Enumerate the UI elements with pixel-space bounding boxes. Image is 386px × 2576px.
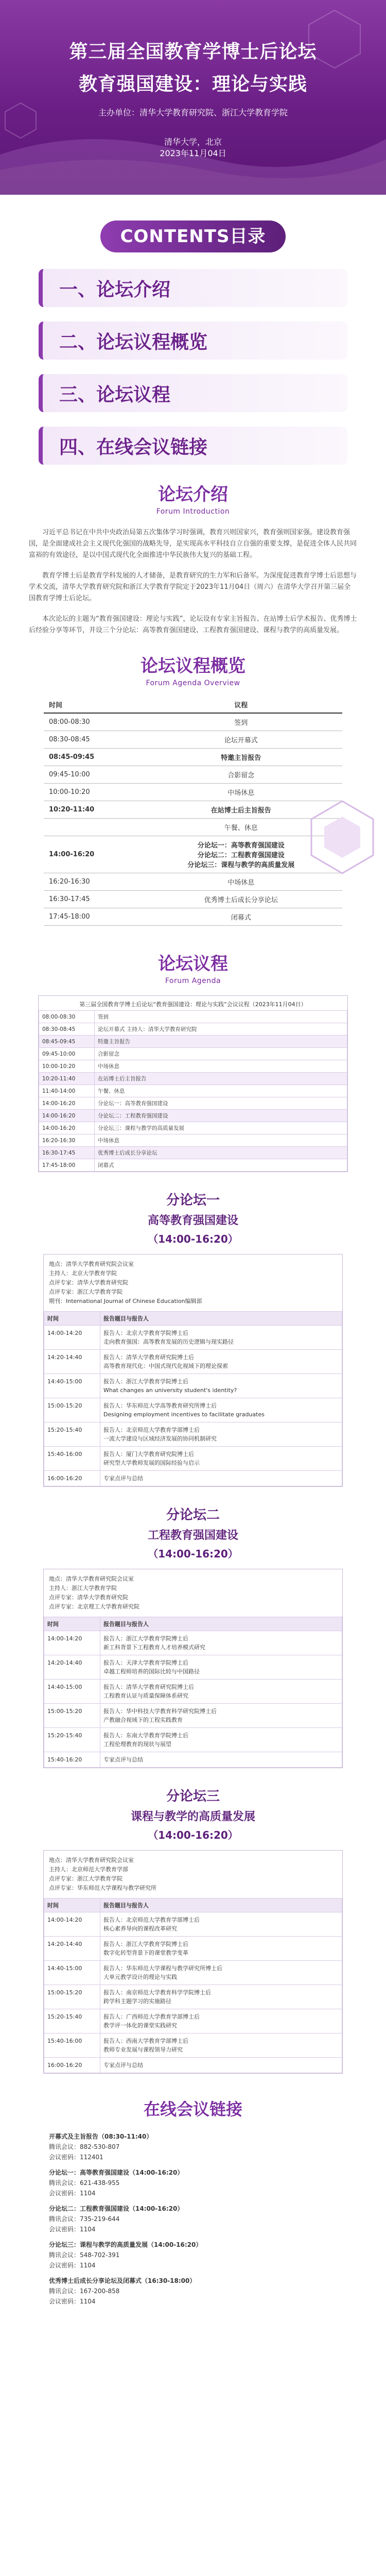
agenda-title-en: Forum Agenda xyxy=(165,977,221,985)
table-row xyxy=(44,1937,342,1961)
table-row xyxy=(44,1447,342,1471)
table-row xyxy=(39,1134,347,1147)
online-line: 会议密码：1104 xyxy=(49,2190,96,2197)
cell-time: 15:00-15:20 xyxy=(44,1985,100,2009)
agenda-heading xyxy=(0,950,386,985)
cell-text: 分论坛三：课程与教学的高质量发展 xyxy=(95,1122,347,1134)
forum3-heading xyxy=(0,1786,386,1842)
info-line: 点评专家：华东师范大学课程与教学研究所 xyxy=(49,1885,156,1891)
cell-report: 报告人：浙江大学教育学院博士后 数字化转型背景下的课堂教学变革 xyxy=(100,1937,342,1961)
table-row xyxy=(44,836,342,873)
table-row xyxy=(39,1073,347,1085)
online-title: 在线会议链接 xyxy=(143,2099,242,2119)
table-row xyxy=(44,1752,342,1768)
forum1-label: 分论坛一 xyxy=(166,1193,220,1208)
table-row xyxy=(44,1350,342,1374)
info-line: 主持人：北京大学教育学院 xyxy=(49,1270,117,1277)
forum2-document xyxy=(43,1569,343,1768)
table-row xyxy=(39,1110,347,1122)
cell-time: 14:00-16:20 xyxy=(39,1122,95,1134)
cell-report: 报告人：浙江大学教育学院博士后 What changes an university student's identity? xyxy=(100,1374,342,1398)
online-line: 腾讯会议：735-219-644 xyxy=(49,2215,120,2223)
cell-time: 15:00-15:20 xyxy=(44,1398,100,1422)
column-header-time: 时间 xyxy=(44,1899,100,1912)
cell-time: 16:00-16:20 xyxy=(44,1471,100,1486)
online-line: 腾讯会议：548-702-391 xyxy=(49,2251,120,2259)
cell-text: 闭幕式 xyxy=(95,1159,347,1172)
table-row xyxy=(44,908,342,926)
cell-agenda: 签到 xyxy=(140,713,342,731)
cell-agenda: 分论坛一：高等教育强国建设 分论坛二：工程教育强国建设 分论坛三：课程与教学的高质量发展 xyxy=(140,836,342,873)
table-row xyxy=(44,1655,342,1680)
table-row xyxy=(44,1961,342,1985)
table-row xyxy=(44,1704,342,1728)
cell-time: 14:00-14:20 xyxy=(44,1326,100,1350)
table-row xyxy=(44,713,342,731)
cell-report: 报告人：华东师范大学课程与教学研究所博士后 大单元教学设计的理论与实践 xyxy=(100,1961,342,1985)
cell-agenda: 论坛开幕式 xyxy=(140,731,342,749)
table-row xyxy=(44,766,342,784)
cell-agenda: 合影留念 xyxy=(140,766,342,784)
table-row xyxy=(39,1085,347,1097)
cell-time: 08:30-08:45 xyxy=(44,731,140,749)
intro-heading xyxy=(0,480,386,516)
intro-title: 论坛介绍 xyxy=(158,484,228,505)
forum2-heading xyxy=(0,1504,386,1561)
cell-report: 报告人：广西师范大学教育学部博士后 教学评一体化的课堂实践研究 xyxy=(100,2009,342,2033)
table-row xyxy=(44,731,342,749)
overview-title-en: Forum Agenda Overview xyxy=(146,679,240,687)
cell-time: 17:45-18:00 xyxy=(39,1159,95,1172)
contents-item-agenda[interactable]: 三、论坛议程 xyxy=(39,374,347,412)
cell-report: 报告人：清华大学教育研究院博士后 工程教育认证与质量保障体系研究 xyxy=(100,1680,342,1704)
online-group xyxy=(49,2240,337,2270)
overview-heading xyxy=(0,652,386,687)
info-line: 点评专家：浙江大学教育学院 xyxy=(49,1289,122,1295)
column-header-time: 时间 xyxy=(44,1617,100,1631)
cell-time: 16:20-16:30 xyxy=(44,873,140,891)
cell-time: 15:20-15:40 xyxy=(44,2009,100,2033)
cell-time: 15:40-16:20 xyxy=(44,1752,100,1768)
forum1-topic: 高等教育强国建设 xyxy=(147,1214,238,1227)
cell-time: 09:45-10:00 xyxy=(44,766,140,784)
online-line: 会议密码：112401 xyxy=(49,2154,103,2161)
forum2-table xyxy=(44,1617,342,1768)
table-row xyxy=(39,1048,347,1060)
cell-agenda: 中场休息 xyxy=(140,873,342,891)
forum2-time: （14:00-16:20） xyxy=(148,1548,238,1560)
cell-time: 15:40-16:00 xyxy=(44,1447,100,1471)
column-header-time: 时间 xyxy=(44,697,140,713)
cell-time xyxy=(44,819,140,836)
cell-report: 专家点评与总结 xyxy=(100,1752,342,1768)
cell-time: 14:20-14:40 xyxy=(44,1350,100,1374)
cell-agenda: 在站博士后主旨报告 xyxy=(140,801,342,819)
table-row xyxy=(44,1912,342,1937)
table-header-row xyxy=(44,697,342,713)
cell-time: 10:00-10:20 xyxy=(39,1060,95,1073)
column-header-report: 报告题目与报告人 xyxy=(100,1899,342,1912)
cell-time: 11:40-14:00 xyxy=(39,1085,95,1097)
contents-item-online[interactable]: 四、在线会议链接 xyxy=(39,427,347,465)
info-line: 主持人：浙江大学教育学院 xyxy=(49,1585,117,1591)
cell-text: 优秀博士后成长分享论坛 xyxy=(95,1147,347,1159)
cell-time: 08:00-08:30 xyxy=(39,1011,95,1023)
column-header-agenda: 议程 xyxy=(140,697,342,713)
cell-time: 16:20-16:30 xyxy=(39,1134,95,1147)
contents-item-overview[interactable]: 二、论坛议程概览 xyxy=(39,321,347,360)
table-row xyxy=(44,1728,342,1752)
forum3-info xyxy=(44,1851,342,1898)
online-group-heading: 分论坛一：高等教育强国建设（14:00-16:20） xyxy=(49,2169,184,2176)
table-row xyxy=(44,1326,342,1350)
contents-title: CONTENTS目录 xyxy=(100,221,286,252)
cell-time: 14:40-15:00 xyxy=(44,1680,100,1704)
table-row xyxy=(39,1097,347,1110)
table-row xyxy=(44,873,342,891)
forum1-heading xyxy=(0,1190,386,1246)
cell-time: 10:20-11:40 xyxy=(39,1073,95,1085)
table-row xyxy=(44,1398,342,1422)
cell-time: 14:20-14:40 xyxy=(44,1655,100,1680)
info-line: 主持人：北京师范大学教育学部 xyxy=(49,1866,128,1873)
cell-time: 15:00-15:20 xyxy=(44,1704,100,1728)
cell-time: 14:40-15:00 xyxy=(44,1961,100,1985)
table-row xyxy=(39,1011,347,1023)
cell-agenda: 午餐、休息 xyxy=(140,819,342,836)
cell-report: 报告人：南京师范大学教育科学学院博士后 跨学科主题学习的实施路径 xyxy=(100,1985,342,2009)
cell-time: 10:00-10:20 xyxy=(44,784,140,801)
date: 2023年11月04日 xyxy=(160,148,226,158)
cell-text: 中场休息 xyxy=(95,1134,347,1147)
table-row xyxy=(39,1023,347,1036)
cell-report: 报告人：西南大学教育学部博士后 教师专业发展与课程领导力研究 xyxy=(100,2033,342,2058)
online-group-heading: 分论坛二：工程教育强国建设（14:00-16:20） xyxy=(49,2205,184,2212)
cell-report: 报告人：华东师范大学高等教育研究所博士后 Designing employment incentives to facilitate graduates xyxy=(100,1398,342,1422)
info-line: 点评专家：清华大学教育研究院 xyxy=(49,1594,128,1601)
venue-date xyxy=(0,137,386,159)
cell-time: 16:00-16:20 xyxy=(44,2058,100,2073)
forum2-label: 分论坛二 xyxy=(166,1507,220,1523)
cell-report: 报告人：天津大学教育学院博士后 卓越工程师培养的国际比较与中国路径 xyxy=(100,1655,342,1680)
overview-table xyxy=(44,697,342,926)
cell-time: 17:45-18:00 xyxy=(44,908,140,926)
forum1-info xyxy=(44,1255,342,1311)
table-row xyxy=(44,801,342,819)
agenda-doc-heading: 第三届全国教育学博士后论坛“教育强国建设：理论与实践”会议议程（2023年11月04日） xyxy=(79,1001,307,1008)
online-group xyxy=(49,2167,337,2198)
table-row xyxy=(39,1060,347,1073)
intro-paragraph: 教育学博士后是教育学科发展的人才储备，是教育研究的生力军和后备军。为深度促进教育学博士后思想与学术交流，清华大学教育研究院和浙江大学教育学院定于2023年11月04日（周六）在清华大学召开第三届全国教育学博士后论坛。 xyxy=(29,572,357,602)
cell-report: 报告人：厦门大学教育研究院博士后 研究型大学教师发展的国际经验与启示 xyxy=(100,1447,342,1471)
cell-time: 14:00-16:20 xyxy=(44,836,140,873)
cell-report: 报告人：华中科技大学教育科学研究院博士后 产教融合视域下的工程实践教育 xyxy=(100,1704,342,1728)
cell-text: 中场休息 xyxy=(95,1060,347,1073)
forum1-time: （14:00-16:20） xyxy=(148,1233,238,1245)
cell-report: 报告人：清华大学教育研究院博士后 高等教育现代化：中国式现代化视域下的理论探索 xyxy=(100,1350,342,1374)
cell-text: 特邀主旨报告 xyxy=(95,1036,347,1048)
table-row xyxy=(44,2058,342,2073)
cell-time: 14:00-14:20 xyxy=(44,1912,100,1937)
forum3-document xyxy=(43,1850,343,2074)
cell-time: 08:00-08:30 xyxy=(44,713,140,731)
info-line: 期刊：International Journal of Chinese Education编辑部 xyxy=(49,1298,202,1304)
cell-time: 10:20-11:40 xyxy=(44,801,140,819)
table-row xyxy=(44,2033,342,2058)
forum3-label: 分论坛三 xyxy=(166,1789,220,1804)
cell-text: 论坛开幕式 主持人：清华大学教育研究院 xyxy=(95,1023,347,1036)
organizers: 主办单位：清华大学教育研究院、浙江大学教育学院 xyxy=(98,108,288,117)
contents-item-intro[interactable]: 一、论坛介绍 xyxy=(39,269,347,307)
online-line: 会议密码：1104 xyxy=(49,2298,96,2305)
cell-agenda: 特邀主旨报告 xyxy=(140,749,342,766)
table-row xyxy=(44,891,342,908)
table-row xyxy=(44,1631,342,1655)
cell-time: 16:30-17:45 xyxy=(44,891,140,908)
intro-title-en: Forum Introduction xyxy=(156,507,230,516)
table-row xyxy=(44,1422,342,1447)
cell-text: 分论坛一：高等教育强国建设 xyxy=(95,1097,347,1110)
cell-time: 08:45-09:45 xyxy=(44,749,140,766)
cell-time: 14:00-16:20 xyxy=(39,1110,95,1122)
venue: 清华大学，北京 xyxy=(164,137,222,147)
online-line: 腾讯会议：167-200-858 xyxy=(49,2287,120,2295)
table-row xyxy=(44,1374,342,1398)
info-line: 地点：清华大学教育研究院会议室 xyxy=(49,1857,134,1863)
agenda-table xyxy=(39,1010,347,1172)
info-line: 点评专家：浙江大学教育学院 xyxy=(49,1875,122,1882)
cell-text: 午餐、休息 xyxy=(95,1085,347,1097)
column-header-report: 报告题目与报告人 xyxy=(100,1312,342,1326)
header-banner xyxy=(0,0,386,195)
cell-time: 15:20-15:40 xyxy=(44,1422,100,1447)
forum3-time: （14:00-16:20） xyxy=(148,1829,238,1841)
table-row xyxy=(39,1036,347,1048)
table-row xyxy=(44,2009,342,2033)
cell-time: 15:40-16:00 xyxy=(44,2033,100,2058)
overview-title: 论坛议程概览 xyxy=(141,656,245,676)
cell-time: 09:45-10:00 xyxy=(39,1048,95,1060)
table-row xyxy=(44,1471,342,1486)
cell-time: 14:00-16:20 xyxy=(39,1097,95,1110)
cell-text: 签到 xyxy=(95,1011,347,1023)
online-line: 腾讯会议：621-438-955 xyxy=(49,2179,120,2187)
online-group-heading: 分论坛三：课程与教学的高质量发展（14:00-16:20） xyxy=(49,2241,202,2248)
hexagon-decoration xyxy=(309,799,376,876)
column-header-time: 时间 xyxy=(44,1312,100,1326)
cell-report: 报告人：北京师范大学教育学部博士后 一流大学建设与区域经济发展的协同机制研究 xyxy=(100,1422,342,1447)
agenda-title: 论坛议程 xyxy=(158,954,228,974)
forum2-info xyxy=(44,1569,342,1617)
table-row xyxy=(39,1147,347,1159)
cell-text: 合影留念 xyxy=(95,1048,347,1060)
table-row xyxy=(44,1680,342,1704)
forum2-topic: 工程教育强国建设 xyxy=(147,1529,238,1542)
cell-agenda: 优秀博士后成长分享论坛 xyxy=(140,891,342,908)
cell-text: 分论坛二：工程教育强国建设 xyxy=(95,1110,347,1122)
cell-text: 在站博士后主旨报告 xyxy=(95,1073,347,1085)
online-group xyxy=(49,2276,337,2307)
online-group xyxy=(49,2131,337,2162)
overview-rows xyxy=(44,713,342,926)
forum1-document xyxy=(43,1254,343,1487)
forum-theme: 教育强国建设：理论与实践 xyxy=(78,74,307,95)
online-group-heading: 优秀博士后成长分享论坛及闭幕式（16:30-18:00） xyxy=(49,2277,196,2284)
forum-title: 第三届全国教育学博士后论坛 xyxy=(69,41,317,62)
cell-agenda: 闭幕式 xyxy=(140,908,342,926)
online-line: 会议密码：1104 xyxy=(49,2226,96,2233)
cell-report: 专家点评与总结 xyxy=(100,2058,342,2073)
forum3-table xyxy=(44,1898,342,2073)
cell-time: 08:30-08:45 xyxy=(39,1023,95,1036)
cell-time: 08:45-09:45 xyxy=(39,1036,95,1048)
info-line: 地点：清华大学教育研究院会议室 xyxy=(49,1261,134,1267)
info-line: 点评专家：清华大学教育研究院 xyxy=(49,1279,128,1286)
cell-report: 报告人：北京大学教育学院博士后 走向教育强国：高等教育发展的历史逻辑与现实路径 xyxy=(100,1326,342,1350)
info-line: 点评专家：北京理工大学教育研究院 xyxy=(49,1603,139,1610)
table-row xyxy=(39,1159,347,1172)
cell-agenda: 中场休息 xyxy=(140,784,342,801)
cell-report: 报告人：北京师范大学教育学部博士后 核心素养导向的课程改革研究 xyxy=(100,1912,342,1937)
cell-report: 报告人：东南大学教育学院博士后 工程伦理教育的现状与展望 xyxy=(100,1728,342,1752)
cell-time: 16:30-17:45 xyxy=(39,1147,95,1159)
cell-time: 14:00-14:20 xyxy=(44,1631,100,1655)
table-row xyxy=(44,1985,342,2009)
intro-paragraph: 本次论坛的主题为“教育强国建设：理论与实践”，论坛设有专家主旨报告、在站博士后学术报告、优秀博士后经验分享等环节，并设三个分论坛：高等教育强国建设、工程教育强国建设、课程与教学的高质量发展。 xyxy=(29,615,357,634)
table-row xyxy=(44,784,342,801)
table-row xyxy=(39,1122,347,1134)
forum3-topic: 课程与教学的高质量发展 xyxy=(130,1810,255,1823)
contents-list xyxy=(39,269,347,465)
online-group-heading: 开幕式及主旨报告（08:30-11:40） xyxy=(49,2133,153,2140)
cell-time: 14:20-14:40 xyxy=(44,1937,100,1961)
online-line: 腾讯会议：882-530-807 xyxy=(49,2143,120,2150)
online-links xyxy=(49,2131,337,2307)
info-line: 地点：清华大学教育研究院会议室 xyxy=(49,1575,134,1582)
cell-report: 报告人：浙江大学教育学院博士后 新工科背景下工程教育人才培养模式研究 xyxy=(100,1631,342,1655)
cell-report: 专家点评与总结 xyxy=(100,1471,342,1486)
cell-time: 15:20-15:40 xyxy=(44,1728,100,1752)
agenda-document xyxy=(38,995,348,1172)
table-row xyxy=(44,819,342,836)
intro-body xyxy=(0,527,386,636)
online-group xyxy=(49,2204,337,2234)
intro-paragraph: 习近平总书记在中共中央政治局第五次集体学习时强调，教育兴则国家兴，教育强则国家强。建设教育强国，是全面建成社会主义现代化强国的战略先导，是实现高水平科技自立自强的重要支撑，是促进全体人民共同富裕的有效途径，是以中国式现代化全面推进中华民族伟大复兴的基础工程。 xyxy=(29,529,357,559)
column-header-report: 报告题目与报告人 xyxy=(100,1617,342,1631)
forum1-table xyxy=(44,1311,342,1486)
table-row xyxy=(44,749,342,766)
cell-time: 14:40-15:00 xyxy=(44,1374,100,1398)
online-line: 会议密码：1104 xyxy=(49,2262,96,2269)
